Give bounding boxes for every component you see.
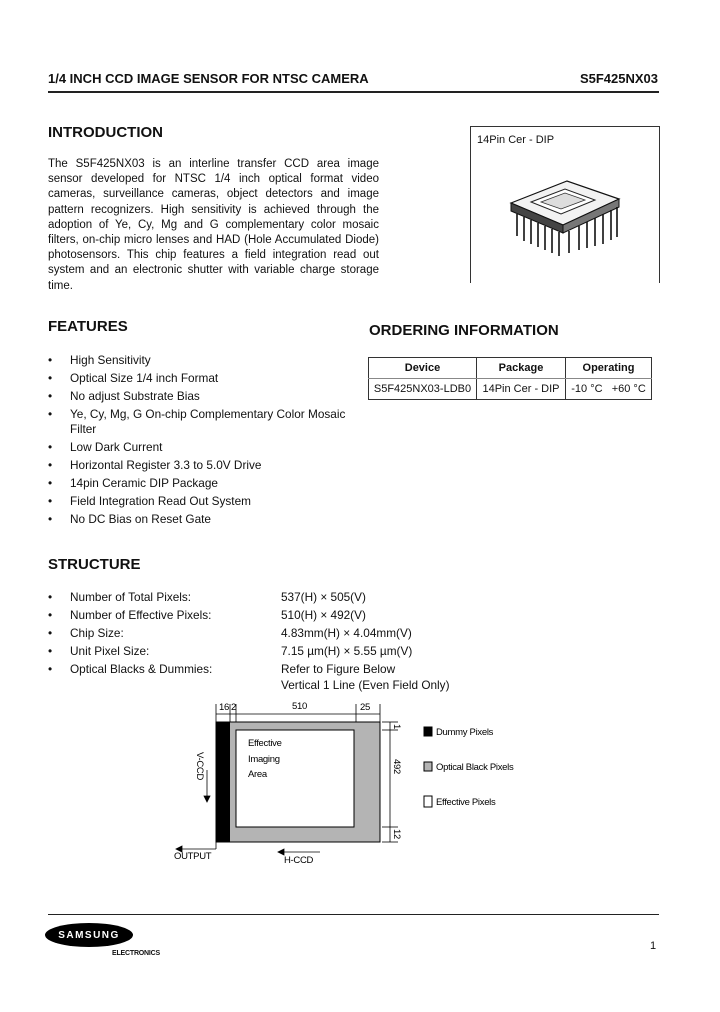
feature-text: High Sensitivity (70, 353, 151, 367)
bullet-icon: • (48, 511, 53, 526)
dim-25: 25 (360, 702, 370, 713)
cell-package: 14Pin Cer - DIP (477, 379, 566, 400)
bullet-icon: • (48, 370, 53, 385)
bullet-icon: • (48, 475, 53, 490)
ordering-table (368, 357, 652, 400)
col-device: Device (369, 358, 477, 379)
ordering-header-row (369, 358, 652, 379)
legend-optical-black-swatch (424, 762, 432, 771)
col-operating: Operating (566, 358, 652, 379)
footer-rule (48, 914, 659, 915)
structure-value: 537(H) × 505(V) (281, 590, 366, 604)
feature-text: Horizontal Register 3.3 to 5.0V Drive (70, 457, 262, 472)
vccd-label: V-CCD (194, 752, 205, 781)
dummy-column (216, 722, 230, 842)
legend-effective-swatch (424, 796, 432, 807)
area-line-1: Effective (248, 738, 282, 749)
package-figure (470, 126, 660, 283)
feature-text: Field Integration Read Out System (70, 493, 251, 508)
legend-effective-label: Effective Pixels (436, 797, 496, 808)
structure-label: Number of Total Pixels: (70, 590, 192, 604)
electronics-label: ELECTRONICS (112, 950, 160, 957)
structure-label: Unit Pixel Size: (70, 644, 150, 658)
bullet-icon: • (48, 439, 53, 454)
structure-value: 7.15 µm(H) × 5.55 µm(V) (281, 644, 413, 658)
feature-item (48, 353, 368, 368)
feature-item (48, 512, 368, 527)
bullet-icon: • (48, 353, 53, 367)
page-number: 1 (650, 940, 657, 952)
features-list (48, 353, 368, 530)
structure-heading: STRUCTURE (48, 556, 141, 573)
legend-optical-black-label: Optical Black Pixels (436, 762, 514, 773)
package-label: 14Pin Cer - DIP (477, 134, 555, 146)
samsung-logo: SAMSUNG (45, 923, 133, 947)
feature-item (48, 389, 368, 404)
structure-value: 4.83mm(H) × 4.04mm(V) (281, 626, 412, 640)
output-label: OUTPUT (174, 851, 212, 862)
feature-text: Ye, Cy, Mg, G On-chip Complementary Color Mosaic Filter (70, 406, 346, 436)
document-title: 1/4 INCH CCD IMAGE SENSOR FOR NTSC CAMERA (48, 71, 369, 86)
structure-label: Optical Blacks & Dummies: (70, 662, 213, 676)
right-dimension-lines (382, 722, 398, 842)
cell-device: S5F425NX03-LDB0 (369, 379, 477, 400)
bullet-icon: • (48, 388, 53, 403)
bullet-icon: • (48, 406, 53, 421)
dim-16: 16 (219, 702, 229, 713)
ordering-row (369, 379, 652, 400)
dim-510: 510 (292, 701, 307, 712)
feature-item (48, 494, 368, 509)
dim-1: 1 (391, 724, 402, 729)
feature-text: 14pin Ceramic DIP Package (70, 475, 218, 490)
dim-12: 12 (391, 829, 402, 839)
feature-text: Low Dark Current (70, 439, 163, 454)
area-line-3: Area (248, 769, 267, 780)
hccd-label: H-CCD (284, 855, 314, 866)
bullet-icon: • (48, 626, 53, 640)
cell-operating: -10 °C +60 °C (566, 379, 652, 400)
feature-text: No adjust Substrate Bias (70, 388, 200, 403)
bullet-icon: • (48, 493, 53, 508)
legend-dummy-label: Dummy Pixels (436, 727, 494, 738)
part-number: S5F425NX03 (579, 71, 658, 86)
header-rule (48, 91, 659, 93)
structure-label: Number of Effective Pixels: (70, 608, 212, 622)
bullet-icon: • (48, 608, 53, 622)
feature-item (48, 476, 368, 491)
structure-value: Refer to Figure Below (281, 662, 396, 676)
legend-dummy-swatch (424, 727, 432, 736)
feature-text: Optical Size 1/4 inch Format (70, 370, 219, 385)
bullet-icon: • (48, 662, 53, 676)
feature-item (48, 458, 368, 473)
feature-item (48, 440, 368, 455)
bullet-icon: • (48, 644, 53, 658)
structure-value: 510(H) × 492(V) (281, 608, 366, 622)
ordering-heading: ORDERING INFORMATION (369, 322, 559, 339)
feature-item (48, 407, 368, 437)
dip-package-icon (507, 173, 622, 269)
feature-text: No DC Bias on Reset Gate (70, 511, 211, 526)
feature-item (48, 371, 368, 386)
structure-extra-value: Vertical 1 Line (Even Field Only) (281, 678, 450, 692)
structure-label: Chip Size: (70, 626, 124, 640)
area-line-2: Imaging (248, 754, 280, 765)
dim-2: 2 (231, 702, 236, 713)
bullet-icon: • (48, 457, 53, 472)
dim-492: 492 (391, 759, 402, 774)
introduction-heading: INTRODUCTION (48, 124, 163, 141)
pixel-layout-diagram (160, 696, 550, 871)
features-heading: FEATURES (48, 318, 128, 335)
col-package: Package (477, 358, 566, 379)
bullet-icon: • (48, 590, 53, 604)
introduction-text: The S5F425NX03 is an interline transfer CCD area image sensor developed for NTSC 1/4 inch optical format video cameras, surveillance cameras, object detectors and image pattern recognizers. High sensitivity is achieved through the adoption of Ye, Cy, Mg and G complementary color mosaic filters, on-chip micro lenses and HAD (Hole Accumulated Diode) photosensors. This chip features a field integration read out system and an electronic shutter with variable charge storage time. (48, 158, 379, 292)
